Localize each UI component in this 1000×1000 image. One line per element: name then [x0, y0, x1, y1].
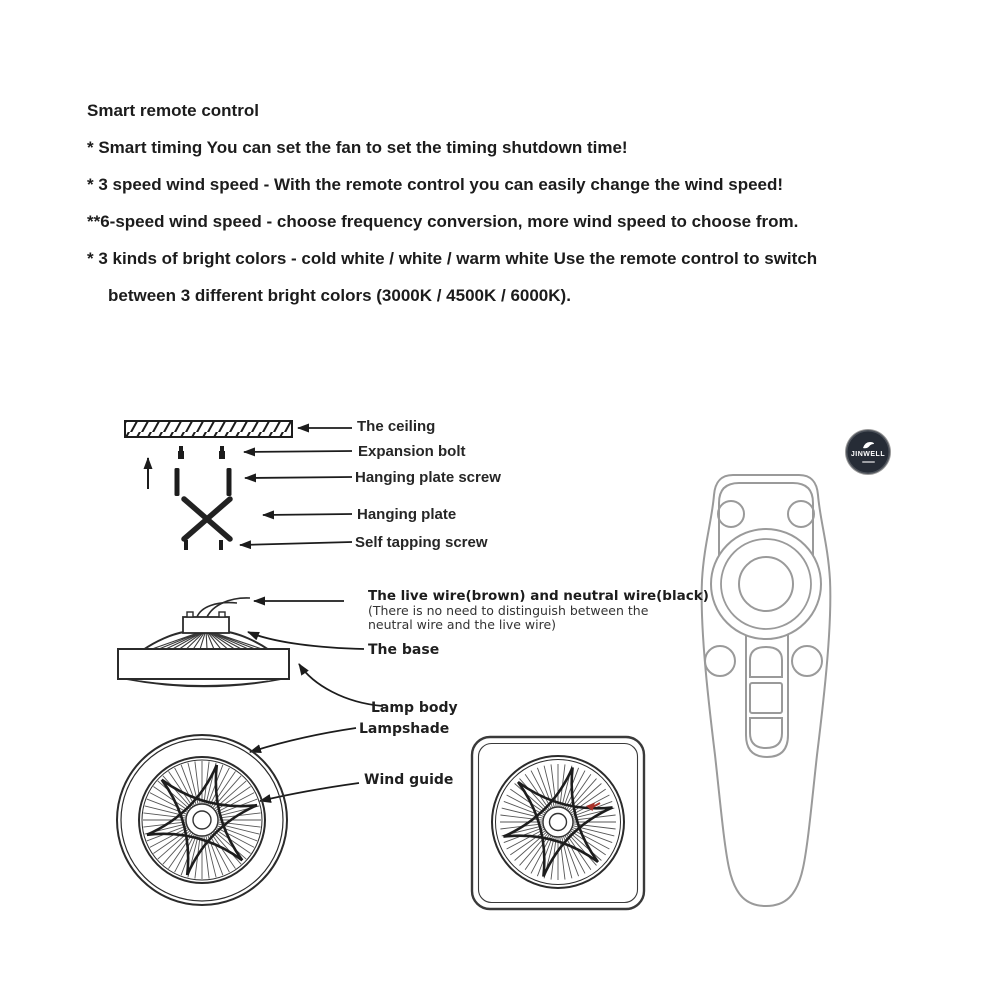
- terminal-box: [183, 617, 229, 633]
- label-lampshade: Lampshade: [359, 721, 450, 737]
- brand-logo-text: JINWELL: [850, 451, 886, 459]
- lamp-side-view: [118, 598, 383, 801]
- feature-line-5: between 3 different bright colors (3000K / 4500K / 6000K).: [108, 286, 571, 305]
- feature-line-1: * Smart timing You can set the fan to set the timing shutdown time!: [87, 138, 628, 157]
- remote-top-right-button: [788, 501, 814, 527]
- leader-hanging-plate-screw: [245, 477, 352, 478]
- leader-self-tapping-screw: [240, 542, 352, 545]
- page-title: Smart remote control: [87, 101, 259, 120]
- installation-diagram: [125, 421, 352, 550]
- power-wire-1: [197, 603, 237, 617]
- ceiling-hatch-bar: [125, 421, 292, 437]
- hub-outer: [543, 807, 573, 837]
- remote-column-button-top: [750, 647, 782, 677]
- label-self-tapping-screw: Self tapping screw: [355, 534, 488, 551]
- label-hanging-plate-screw: Hanging plate screw: [355, 469, 501, 486]
- feature-line-2: * 3 speed wind speed - With the remote control you can easily change the wind speed!: [87, 175, 784, 194]
- terminal-screw-left: [187, 612, 193, 617]
- remote-top-left-button: [718, 501, 744, 527]
- hanging-plate-screw-icons: [175, 468, 232, 496]
- round-fan-view: [117, 735, 287, 905]
- label-hanging-plate: Hanging plate: [357, 506, 457, 523]
- feature-line-4: * 3 kinds of bright colors - cold white / white / warm white Use the remote control to switch: [87, 249, 818, 268]
- hanging-plate-icon: [184, 499, 230, 539]
- feature-line-3: **6-speed wind speed - choose frequency conversion, more wind speed to choose from.: [87, 212, 799, 231]
- remote-center-button: [739, 557, 793, 611]
- label-live-wire-note-1: (There is no need to distinguish between the: [368, 603, 649, 618]
- remote-dial-outer: [711, 529, 821, 639]
- brand-logo: [846, 430, 890, 474]
- brand-logo-subtext: [862, 461, 875, 463]
- remote-side-left-button: [705, 646, 735, 676]
- remote-column-button-middle: [750, 683, 782, 713]
- remote-button-panel: [719, 483, 813, 555]
- leader-hanging-plate: [263, 514, 352, 515]
- hub-outer: [186, 804, 218, 836]
- label-expansion-bolt: Expansion bolt: [358, 443, 466, 460]
- power-wire-2: [207, 598, 250, 617]
- square-fan-view: [472, 737, 644, 909]
- self-tapping-screw-icons: [184, 540, 223, 550]
- label-the-ceiling: The ceiling: [357, 418, 436, 435]
- label-live-wire: The live wire(brown) and neutral wire(black): [368, 588, 709, 604]
- remote-dial-ring: [721, 539, 811, 629]
- part-leader-lines: [248, 601, 383, 801]
- remote-column-button-bottom: [750, 718, 782, 748]
- label-live-wire-note-2: neutral wire and the live wire): [368, 617, 557, 632]
- live-wire-label-block: [368, 589, 709, 632]
- expansion-bolt-icons: [178, 446, 225, 459]
- label-the-base: The base: [368, 642, 440, 658]
- terminal-screw-right: [219, 612, 225, 617]
- install-leader-lines: [240, 428, 352, 545]
- lamp-body-outline: [118, 649, 289, 679]
- label-lamp-body: Lamp body: [371, 700, 458, 716]
- leader-expansion-bolt: [244, 451, 352, 452]
- bird-icon: [862, 441, 875, 450]
- label-wind-guide: Wind guide: [364, 772, 454, 788]
- leader-lampshade: [250, 728, 356, 752]
- remote-control-outline: [702, 475, 831, 906]
- remote-side-right-button: [792, 646, 822, 676]
